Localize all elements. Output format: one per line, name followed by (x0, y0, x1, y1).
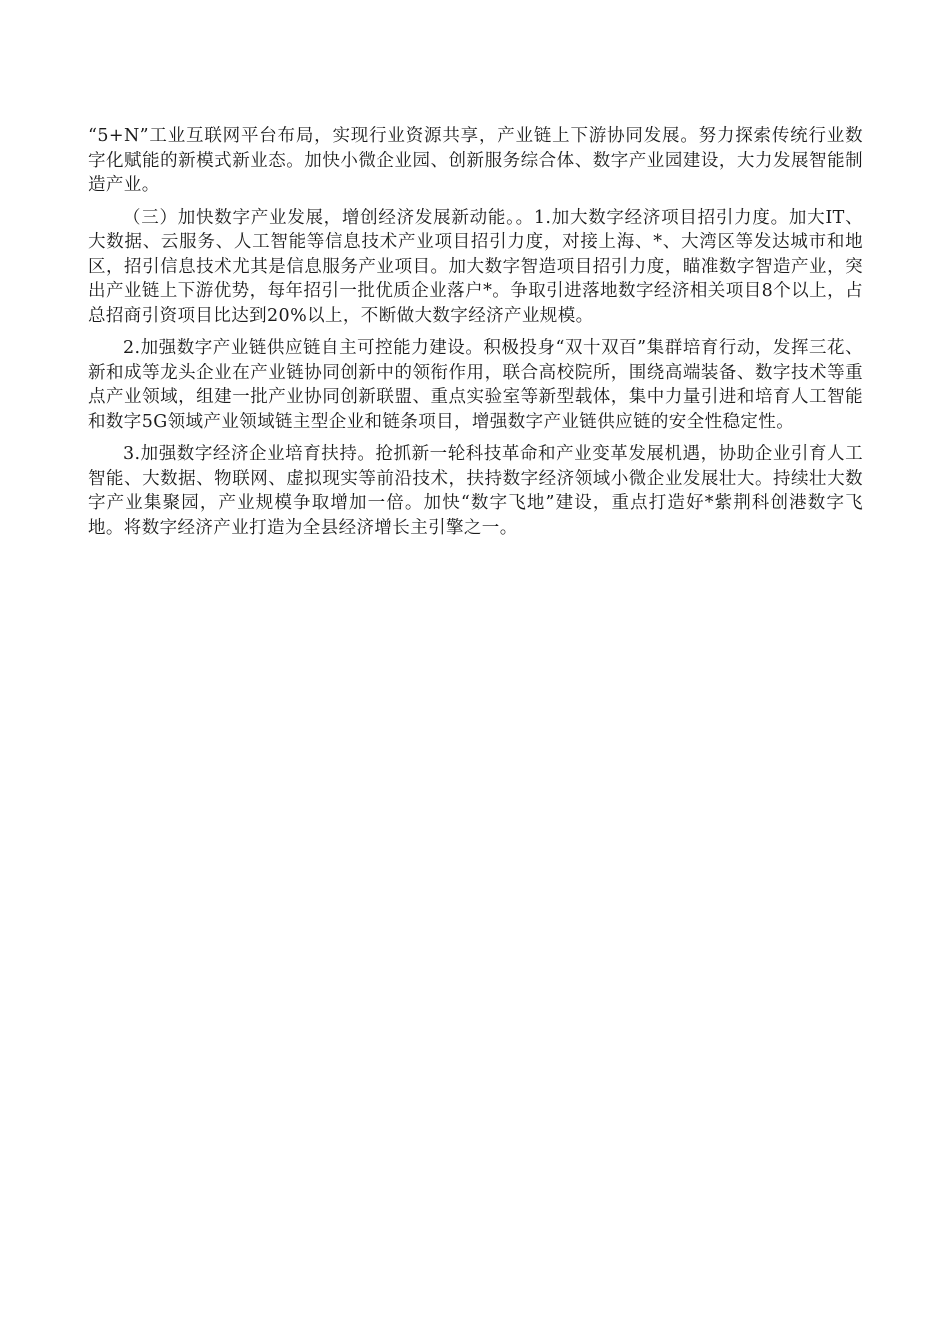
paragraph-section-three: （三）加快数字产业发展，增创经济发展新动能。。1.加大数字经济项目招引力度。加大IT、大数据、云服务、人工智能等信息技术产业项目招引力度，对接上海、*、大湾区等发达城市和地区，招引信息技术尤其是信息服务产业项目。加大数字智造项目招引力度，瞄准数字智造产业，突出产业链上下游优势，每年招引一批优质企业落户*。争取引进落地数字经济相关项目8个以上，占总招商引资项目比达到20%以上，不断做大数字经济产业规模。 (88, 207, 863, 326)
document-body (88, 124, 863, 548)
paragraph-continuation: “5+N”工业互联网平台布局，实现行业资源共享，产业链上下游协同发展。努力探索传统行业数字化赋能的新模式新业态。加快小微企业园、创新服务综合体、数字产业园建设，大力发展智能制造产业。 (88, 126, 863, 195)
paragraph-item-two: 2.加强数字产业链供应链自主可控能力建设。积极投身“双十双百”集群培育行动，发挥三花、新和成等龙头企业在产业链协同创新中的领衔作用，联合高校院所，围绕高端装备、数字技术等重点产业领域，组建一批产业协同创新联盟、重点实验室等新型载体，集中力量引进和培育人工智能和数字5G领域产业领域链主型企业和链条项目，增强数字产业链供应链的安全性稳定性。 (88, 338, 863, 432)
paragraph-item-three: 3.加强数字经济企业培育扶持。抢抓新一轮科技革命和产业变革发展机遇，协助企业引育人工智能、大数据、物联网、虚拟现实等前沿技术，扶持数字经济领域小微企业发展壮大。持续壮大数字产业集聚园，产业规模争取增加一倍。加快“数字飞地”建设，重点打造好*紫荆科创港数字飞地。将数字经济产业打造为全县经济增长主引擎之一。 (88, 444, 863, 538)
